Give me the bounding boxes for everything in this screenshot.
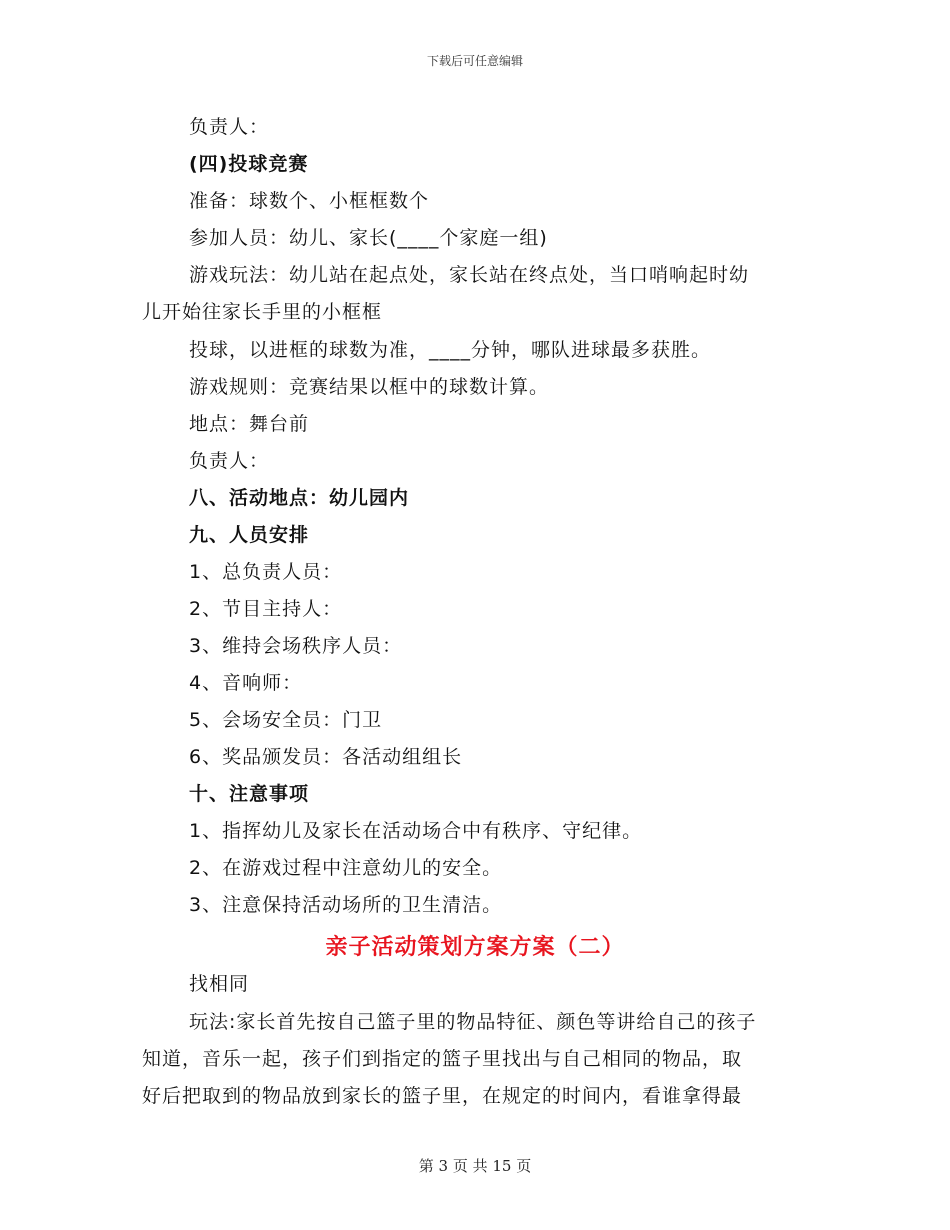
text-line: 好后把取到的物品放到家长的篮子里，在规定的时间内，看谁拿得最 [142, 1085, 743, 1107]
section-heading: 十、注意事项 [189, 783, 310, 805]
text-line: 负责人： [189, 450, 270, 472]
section-heading: 九、人员安排 [189, 524, 310, 546]
list-item: 3、维持会场秩序人员： [189, 635, 403, 657]
text-line: 玩法:家长首先按自己篮子里的物品特征、颜色等讲给自己的孩子 [189, 1011, 757, 1033]
subsection-heading: (四)投球竞赛 [189, 153, 309, 175]
text-line: 游戏玩法：幼儿站在起点处，家长站在终点处，当口哨响起时幼 [189, 264, 750, 286]
list-item: 2、在游戏过程中注意幼儿的安全。 [189, 857, 503, 879]
list-item: 1、指挥幼儿及家长在活动场合中有秩序、守纪律。 [189, 820, 643, 842]
list-item: 4、音响师： [189, 672, 303, 694]
list-item: 1、总负责人员： [189, 561, 343, 583]
text-line: 地点：舞台前 [189, 413, 310, 435]
list-item: 5、会场安全员：门卫 [189, 709, 383, 731]
text-line: 儿开始往家长手里的小框框 [142, 301, 383, 323]
list-item: 6、奖品颁发员：各活动组组长 [189, 746, 463, 768]
text-line: 参加人员：幼儿、家长(____个家庭一组) [189, 227, 548, 249]
text-line: 知道，音乐一起，孩子们到指定的篮子里找出与自己相同的物品，取 [142, 1048, 743, 1070]
section-heading: 八、活动地点：幼儿园内 [189, 487, 410, 509]
page-header: 下载后可任意编辑 [426, 54, 523, 68]
text-line: 游戏规则：竞赛结果以框中的球数计算。 [189, 376, 550, 398]
section-title: 亲子活动策划方案方案（二） [325, 935, 625, 960]
text-line: 负责人： [189, 116, 270, 138]
text-line: 准备：球数个、小框框数个 [189, 190, 430, 212]
page-footer: 第 3 页 共 15 页 [418, 1157, 532, 1175]
text-line: 找相同 [189, 973, 250, 995]
list-item: 3、注意保持活动场所的卫生清洁。 [189, 894, 503, 916]
text-line: 投球，以进框的球数为准，____分钟，哪队进球最多获胜。 [189, 339, 712, 361]
list-item: 2、节目主持人： [189, 598, 343, 620]
